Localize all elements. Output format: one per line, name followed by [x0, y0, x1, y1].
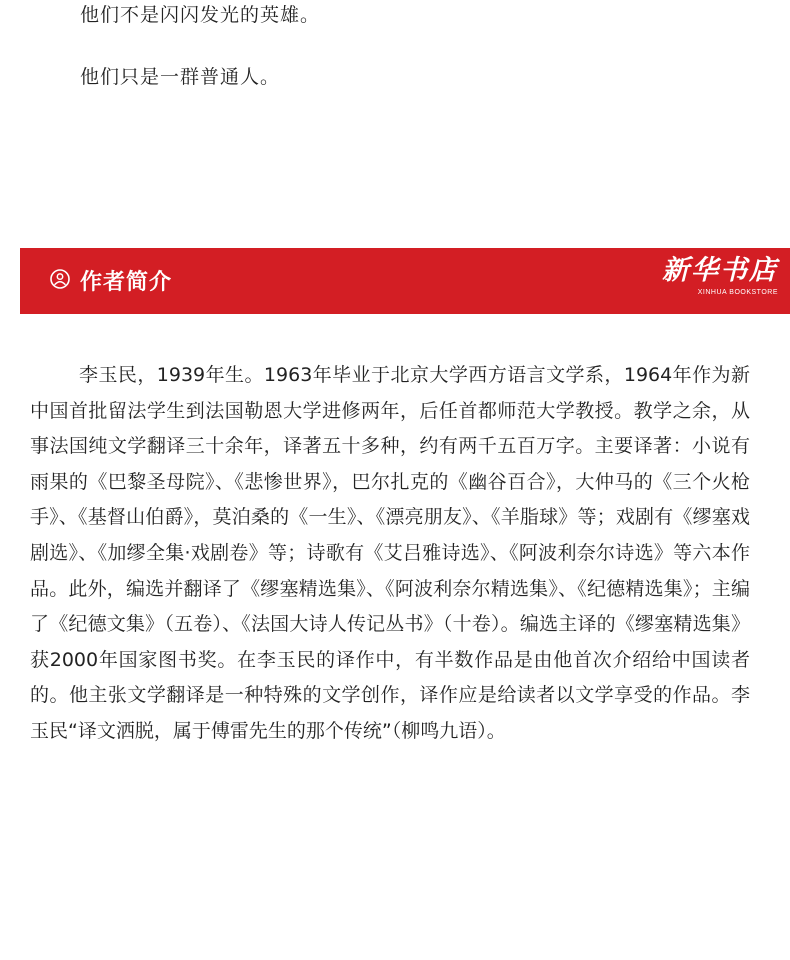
intro-line-heroes: 他们不是闪闪发光的英雄。 [80, 4, 321, 26]
author-icon [50, 269, 70, 289]
intro-line-ordinary-people: 他们只是一群普通人。 [80, 66, 281, 88]
xinhua-bookstore-logo [660, 254, 778, 308]
logo-mark: 新华书店 [662, 255, 778, 286]
author-intro-banner [20, 248, 790, 314]
section-title: 作者简介 [80, 270, 173, 295]
logo-subtitle: XINHUA BOOKSTORE [697, 289, 778, 296]
author-biography: 李玉民，1939年生。1963年毕业于北京大学西方语言文学系，1964年作为新中国首批留法学生到法国勒恩大学进修两年，后任首都师范大学教授。教学之余，从事法国纯文学翻译三十余年，译著五十多种，约有两千五百万字。主要译著：小说有雨果的《巴黎圣母院》、《悲惨世界》，巴尔扎克的《幽谷百合》，大仲马的《三个火枪手》、《基督山伯爵》，莫泊桑的《一生》、《漂亮朋友》、《羊脂球》等；戏剧有《缪塞戏剧选》、《加缪全集·戏剧卷》等；诗歌有《艾吕雅诗选》、《阿波利奈尔诗选》等六本作品。此外，编选并翻译了《缪塞精选集》、《阿波利奈尔精选集》、《纪德精选集》；主编了《纪德文集》（五卷）、《法国大诗人传记丛书》（十卷）。编选主译的《缪塞精选集》获2000年国家图书奖。在李玉民的译作中，有半数作品是由他首次介绍给中国读者的。他主张文学翻译是一种特殊的文学创作，译作应是给读者以文学享受的作品。李玉民“译文洒脱，属于傅雷先生的那个传统”（柳鸣九语）。 [30, 364, 750, 742]
